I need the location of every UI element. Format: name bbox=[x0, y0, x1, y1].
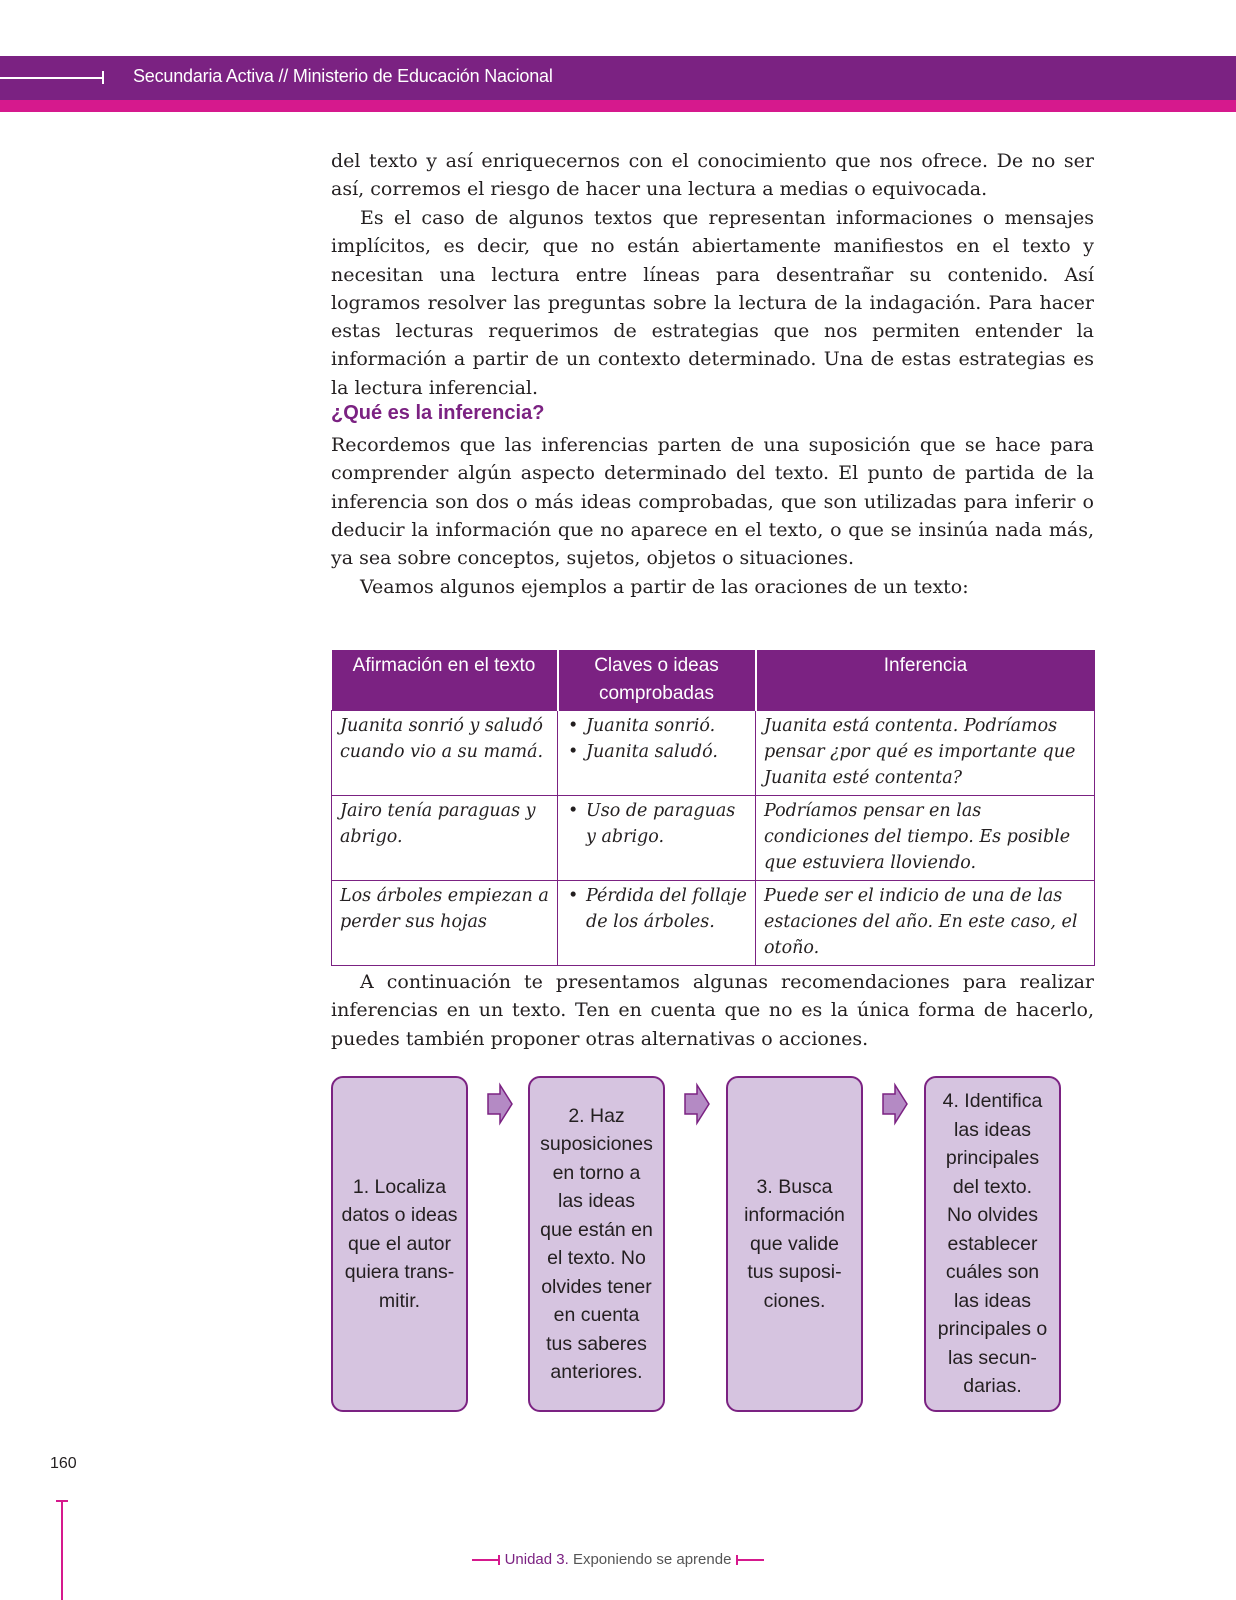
margin-line bbox=[61, 1500, 63, 1600]
clue-item: • Juanita sonrió. bbox=[586, 713, 749, 739]
footer-line-right bbox=[738, 1559, 764, 1561]
inference-cell: Puede ser el indicio de una de las estaciones del año. En este caso, el otoño. bbox=[756, 881, 1095, 966]
inference-table bbox=[331, 650, 1095, 966]
inference-cell: Podríamos pensar en las condiciones del tiempo. Es posible que estuviera lloviendo. bbox=[756, 796, 1095, 881]
table-header-statement: Afirmación en el texto bbox=[332, 650, 558, 711]
table-row bbox=[332, 796, 1095, 881]
header-accent-stripe bbox=[0, 100, 1236, 112]
paragraph-4: Veamos algunos ejemplos a partir de las oraciones de un texto: bbox=[360, 576, 969, 598]
statement-cell: Jairo tenía paraguas y abrigo. bbox=[332, 796, 558, 881]
header-rule bbox=[0, 77, 104, 79]
paragraph-2: Es el caso de algunos textos que representan informaciones o mensajes implícitos, es decir, que no están abiertamente manifiestos en el texto y necesitan una lectura entre líneas para desentrañar su contenido. Así logramos resolver las preguntas sobre la lectura de la indagación. Para hacer estas lecturas requerimos de estrategias que nos permiten entender la información a partir de un contexto determinado. Una de estas estrategias es la lectura inferencial. bbox=[331, 207, 1094, 399]
header-title: Secundaria Activa // Ministerio de Educación Nacional bbox=[133, 66, 553, 86]
section-subtitle: ¿Qué es la inferencia? bbox=[331, 402, 545, 424]
inference-cell: Juanita está contenta. Podríamos pensar ¿por qué es importante que Juanita esté contenta? bbox=[756, 711, 1095, 796]
table-row bbox=[332, 881, 1095, 966]
footer-bar-left bbox=[498, 1555, 500, 1565]
arrow-right-icon bbox=[683, 1082, 711, 1126]
page-number: 160 bbox=[50, 1455, 77, 1472]
footer-line-left bbox=[472, 1559, 498, 1561]
statement-cell: Juanita sonrió y saludó cuando vio a su mamá. bbox=[332, 711, 558, 796]
table-header-clues: Claves o ideas comprobadas bbox=[558, 650, 756, 711]
table-header-inference: Inferencia bbox=[756, 650, 1095, 711]
arrow-right-icon bbox=[881, 1082, 909, 1126]
statement-cell: Los árboles empiezan a perder sus hojas bbox=[332, 881, 558, 966]
step-box-4: 4. Identifica las ideas principales del texto. No olvides establecer cuáles son las ideas principales o las secun- darias. bbox=[924, 1076, 1061, 1412]
paragraph-1: del texto y así enriquecernos con el conocimiento que nos ofrece. De no ser así, corremos el riesgo de hacer una lectura a medias o equivocada. bbox=[331, 150, 1094, 201]
footer bbox=[0, 1551, 1236, 1568]
step-box-2: 2. Haz suposiciones en torno a las ideas que están en el texto. No olvides tener en cuenta tus saberes anteriores. bbox=[528, 1076, 665, 1412]
clue-item: • Uso de paraguas y abrigo. bbox=[586, 798, 749, 850]
paragraph-3: Recordemos que las inferencias parten de una suposición que se hace para comprender algún aspecto determinado del texto. El punto de partida de la inferencia son dos o más ideas comprobadas, que son utilizadas para inferir o deducir la información que no aparece en el texto, o que se insinúa nada más, ya sea sobre conceptos, sujetos, objetos o situaciones. bbox=[331, 434, 1094, 570]
footer-unit: Unidad 3. bbox=[504, 1551, 569, 1568]
clues-cell bbox=[558, 796, 756, 881]
arrow-right-icon bbox=[486, 1082, 514, 1126]
clue-item: • Pérdida del follaje de los árboles. bbox=[586, 883, 749, 935]
clues-cell bbox=[558, 881, 756, 966]
table-row bbox=[332, 711, 1095, 796]
header-rule-tick bbox=[102, 71, 104, 84]
step-box-1: 1. Localiza datos o ideas que el autor quiera trans- mitir. bbox=[331, 1076, 468, 1412]
paragraph-5: A continuación te presentamos algunas recomendaciones para realizar inferencias en un texto. Ten en cuenta que no es la única forma de hacerlo, puedes también proponer otras alternativas o acciones. bbox=[331, 971, 1094, 1050]
clues-cell bbox=[558, 711, 756, 796]
step-box-3: 3. Busca información que valide tus suposi- ciones. bbox=[726, 1076, 863, 1412]
footer-unit-title: Exponiendo se aprende bbox=[572, 1551, 732, 1568]
clue-item: • Juanita saludó. bbox=[586, 739, 749, 765]
table-header-row bbox=[332, 650, 1095, 711]
